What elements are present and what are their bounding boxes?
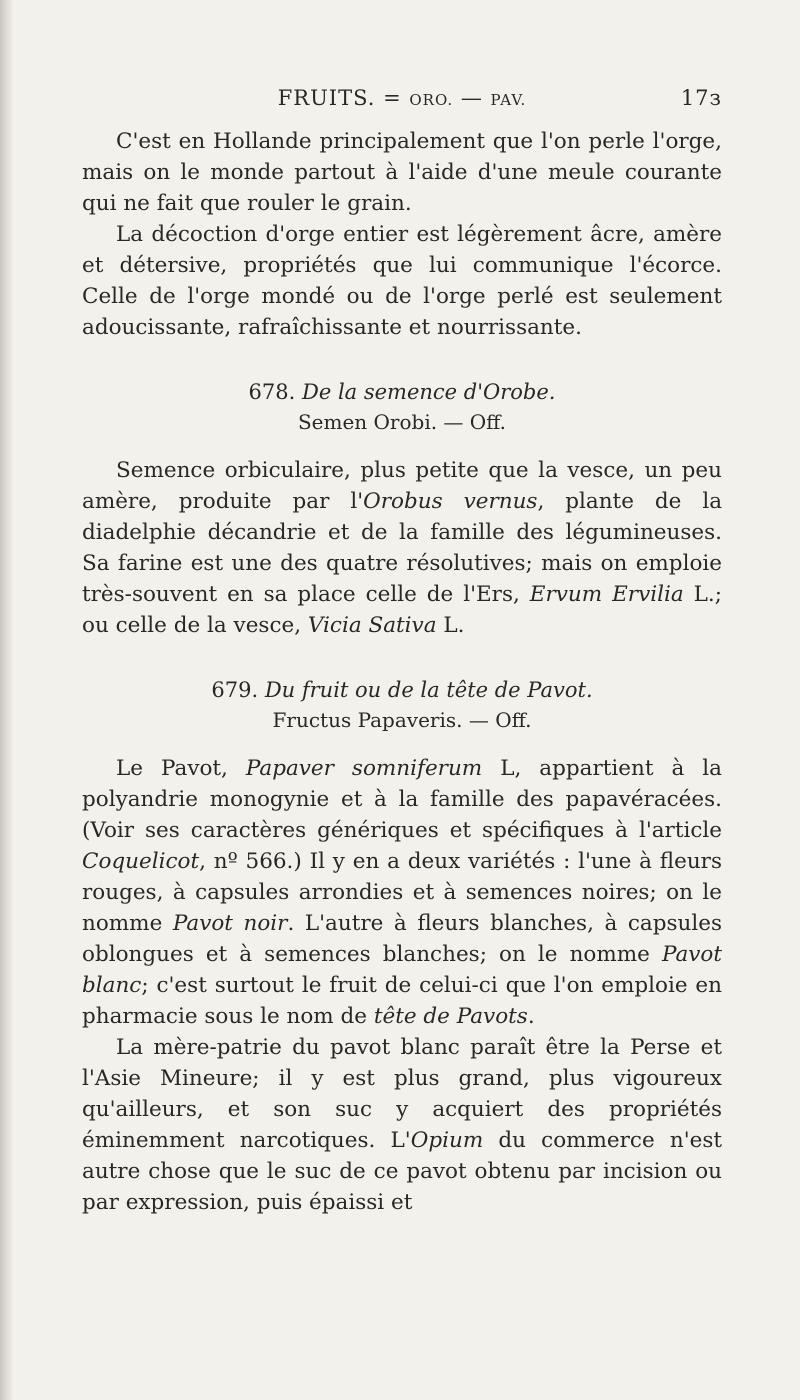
header-sep-1: = [383,86,402,110]
text-run: Le Pavot, [116,756,246,781]
text-run: ; c'est surtout le fruit de celui-ci que l'on emploie en pharmacie sous le nom de [82,973,722,1029]
text-run: , nº 566.) Il y en a deux variétés : l'une à fleurs rouges, à capsules arrondies et à semences noires; on le nomme [82,849,722,936]
species-name: Orobus vernus [363,489,538,514]
page-number: 17з [680,86,722,110]
species-name: Papaver somniferum [245,756,483,781]
text-run: La mère-patrie du pavot blanc paraît être la Perse et l'Asie Mineure; il y est plus grand, plus vigoureux qu'ailleurs, et son suc y acquiert des propriétés éminemment narcotiques. L' [82,1035,722,1153]
entry-678-title [82,377,722,407]
text-run: L.; ou celle de la vesce, [82,582,722,638]
entry-678-latin: Semen Orobi. — Off. [297,410,507,434]
species-name: Vicia Sativa [307,613,437,638]
variety-name: Pavot noir [172,911,288,936]
text-run: L. [436,613,465,638]
header-left: FRUITS. [277,86,376,110]
opium-term: Opium [410,1128,484,1153]
species-name: Ervum Ervilia [529,582,684,607]
text-run: Semence orbiculaire, plus petite que la vesce, un peu amère, produite par l' [82,458,722,514]
entry-679-paragraph-1 [82,753,722,1032]
entry-679-heading: Du fruit ou de la tête de Pavot. [264,678,593,702]
entry-679-paragraph-2 [82,1032,722,1218]
book-page [82,86,722,1218]
cross-reference: Coquelicot [82,849,200,874]
intro-paragraph-2: La décoction d'orge entier est légèrement âcre, amère et détersive, propriétés que lui communique l'écorce. Celle de l'orge mondé ou de l'orge perlé est seulement adoucissante, rafraîchissante et nourrissante. [82,222,722,340]
header-mid: ORO. [409,91,454,109]
variety-name: Pavot blanc [82,942,722,998]
text-run: . L'autre à fleurs blanches, à capsules oblongues et à semences blanches; on le nomme [82,911,723,967]
entry-679-title [82,675,722,705]
running-header [82,86,722,126]
header-right: PAV. [490,91,527,109]
entry-679-number: 679. [211,678,259,702]
intro-paragraph-1: C'est en Hollande principalement que l'on perle l'orge, mais on le monde partout à l'aide d'une meule courante qui ne fait que rouler le grain. [82,129,722,216]
entry-678-paragraph [82,455,722,641]
text-run: . [527,1004,535,1029]
text-run: L, appartient à la polyandrie monogynie et à la famille des papavéracées. (Voir ses caractères génériques et spécifiques à l'article [82,756,722,843]
entry-678-heading: De la semence d'Orobe. [302,380,556,404]
pharmacy-name: tête de Pavots [373,1004,528,1029]
entry-679-latin: Fructus Papaveris. — Off. [272,708,532,732]
page-binding-shadow [0,0,14,1400]
entry-678-number: 678. [248,380,296,404]
header-sep-2: — [460,86,483,110]
text-run: , plante de la diadelphie décandrie et de la famille des légumineuses. Sa farine est une des quatre résolutives; mais on emploie très-souvent en sa place celle de l'Ers, [82,489,723,607]
text-run: du commerce n'est autre chose que le suc de ce pavot obtenu par incision ou par expression, puis épaissi et [82,1128,723,1215]
